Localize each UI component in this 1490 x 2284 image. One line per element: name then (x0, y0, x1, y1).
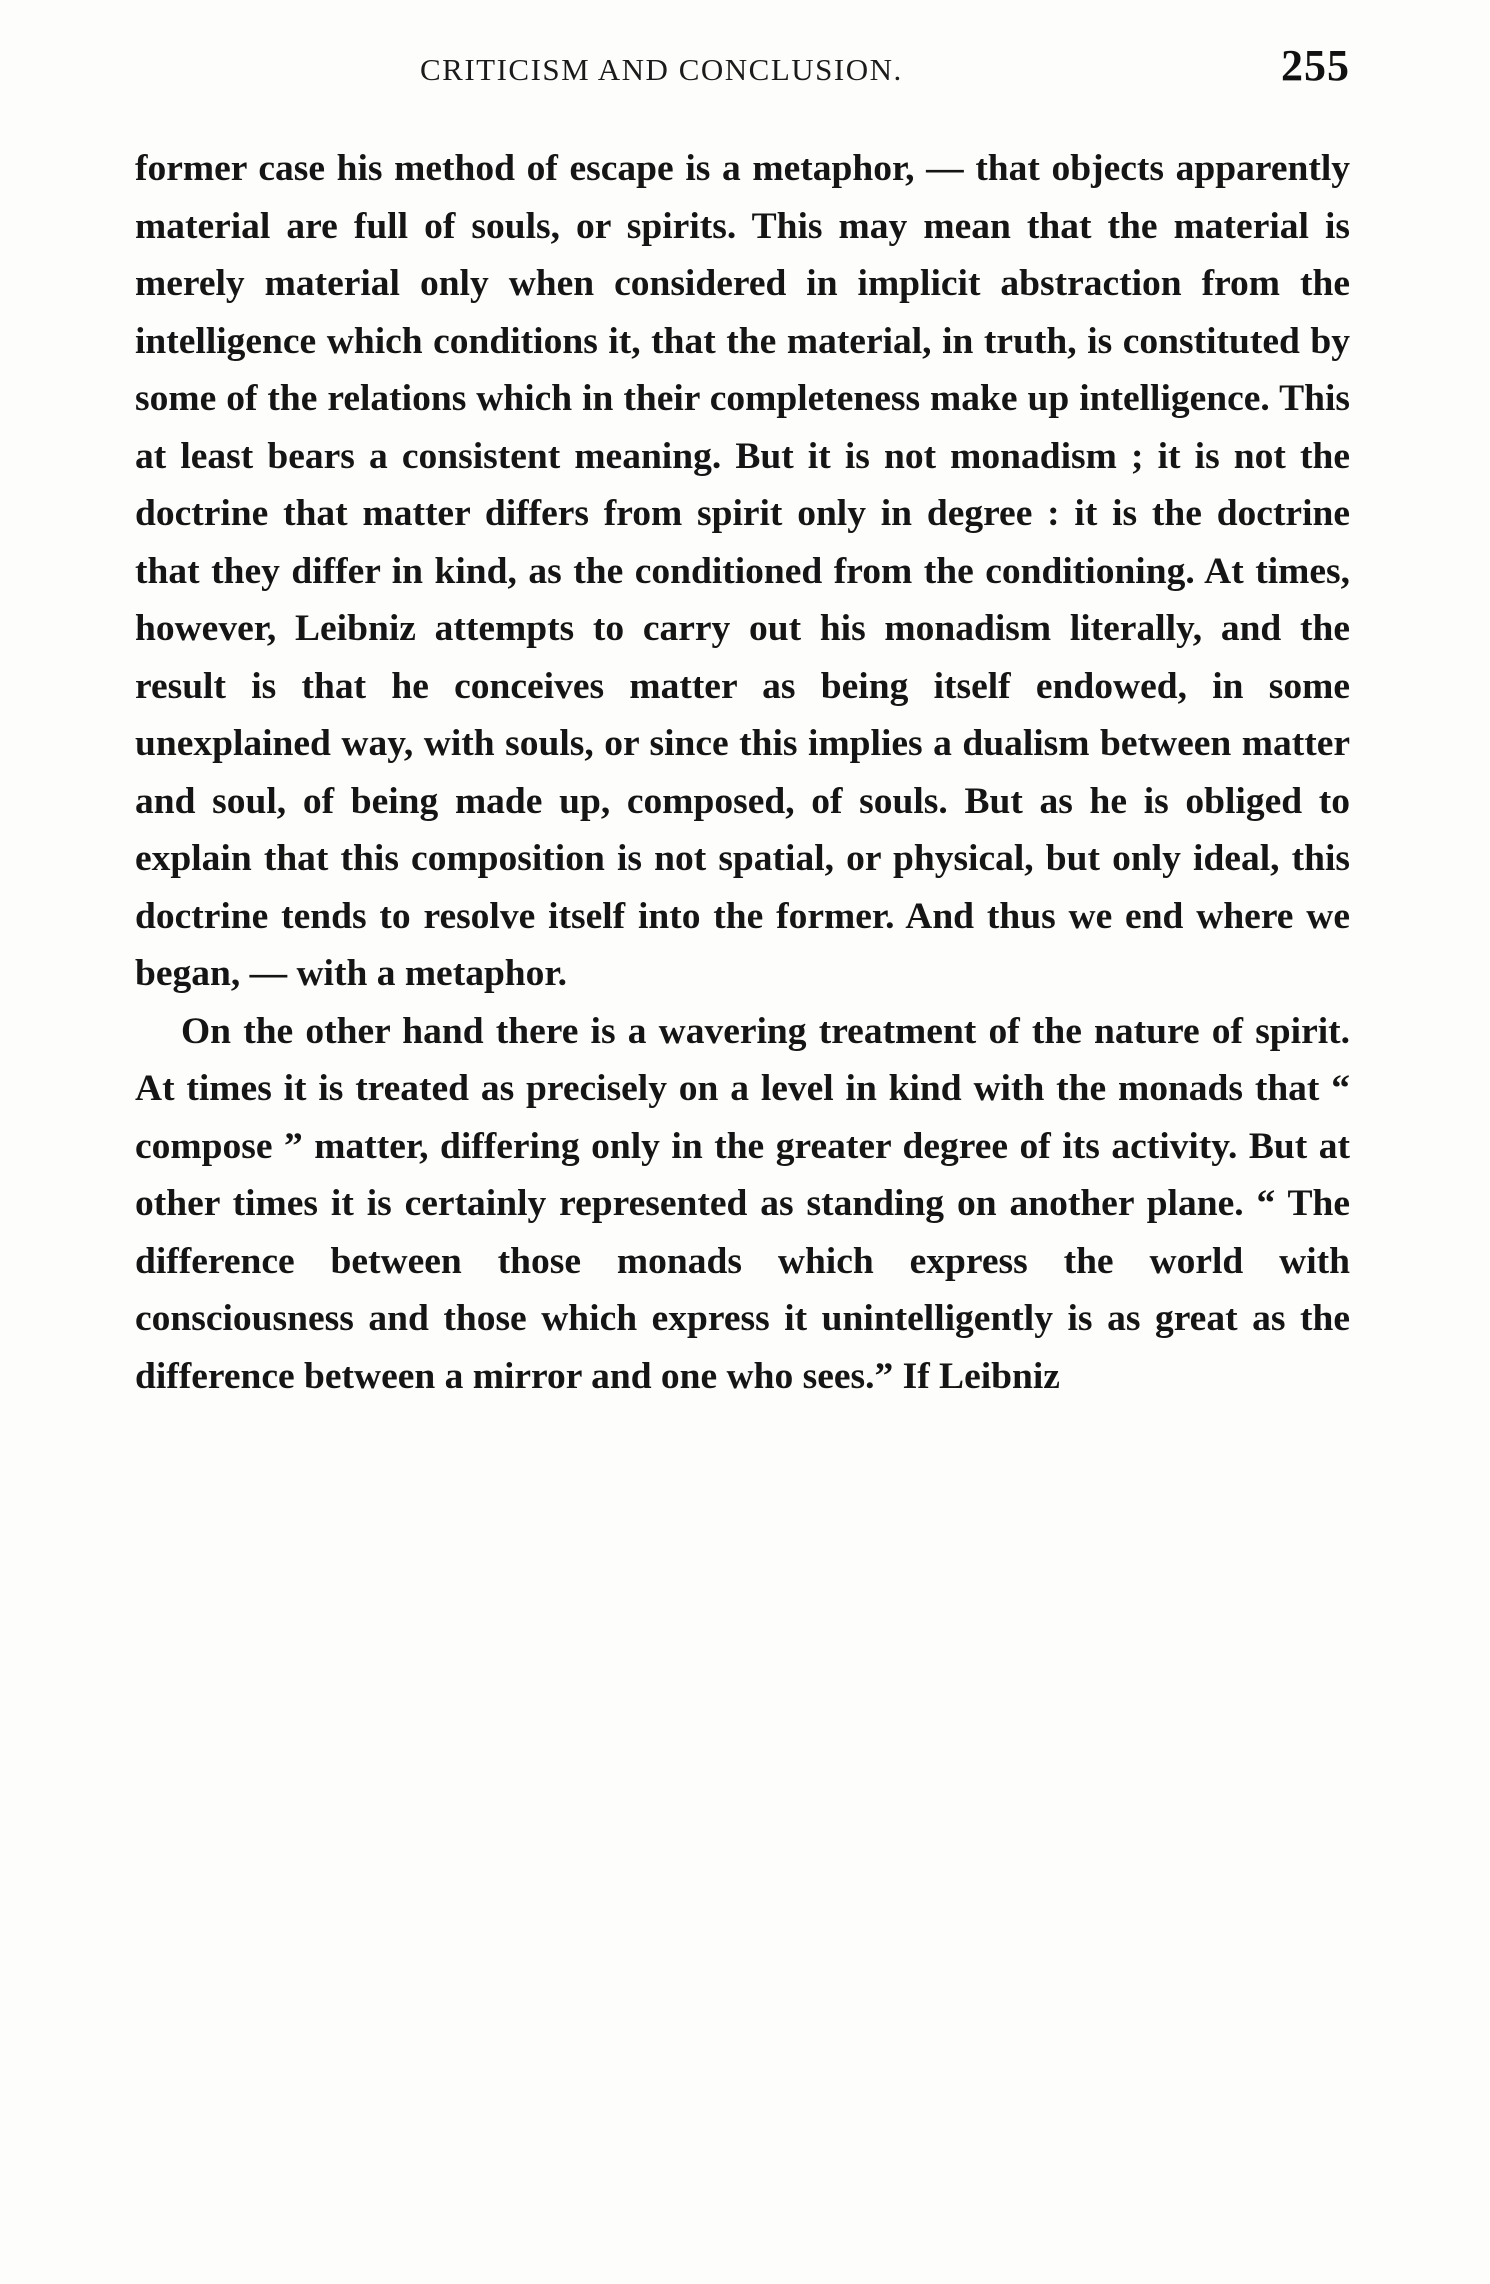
running-head: CRITICISM AND CONCLUSION. (420, 52, 903, 87)
paragraph: On the other hand there is a wavering treatment of the nature of spirit. At times it is treated as precisely on a level in kind with the monads that “ compose ” matter, differing only in the greater degree of its activity. But at other times it is certainly represented as standing on another plane. “ The difference between those monads which express the world with consciousness and those which express it unintelligently is as great as the difference between a mirror and one who sees.” If Leibniz (135, 1010, 1350, 1397)
paragraph: former case his method of escape is a metaphor, — that objects apparently material are full of souls, or spirits. This may mean that the material is merely material only when considered in implicit abstraction from the intelligence which conditions it, that the material, in truth, is constituted by some of the relations which in their completeness make up intelligence. This at least bears a consistent meaning. But it is not monadism ; it is not the doctrine that matter differs from spirit only in degree : it is the doctrine that they differ in kind, as the conditioned from the conditioning. At times, however, Leibniz attempts to carry out his monadism literally, and the result is that he conceives matter as being itself endowed, in some unexplained way, with souls, or since this implies a dualism between matter and soul, of being made up, composed, of souls. But as he is obliged to explain that this composition is not spatial, or physical, but only ideal, this doctrine tends to resolve itself into the former. And thus we end where we began, — with a metaphor. (135, 148, 1350, 994)
page-body (135, 140, 1350, 1405)
page-header (140, 40, 1350, 91)
page-number: 255 (1281, 41, 1350, 90)
